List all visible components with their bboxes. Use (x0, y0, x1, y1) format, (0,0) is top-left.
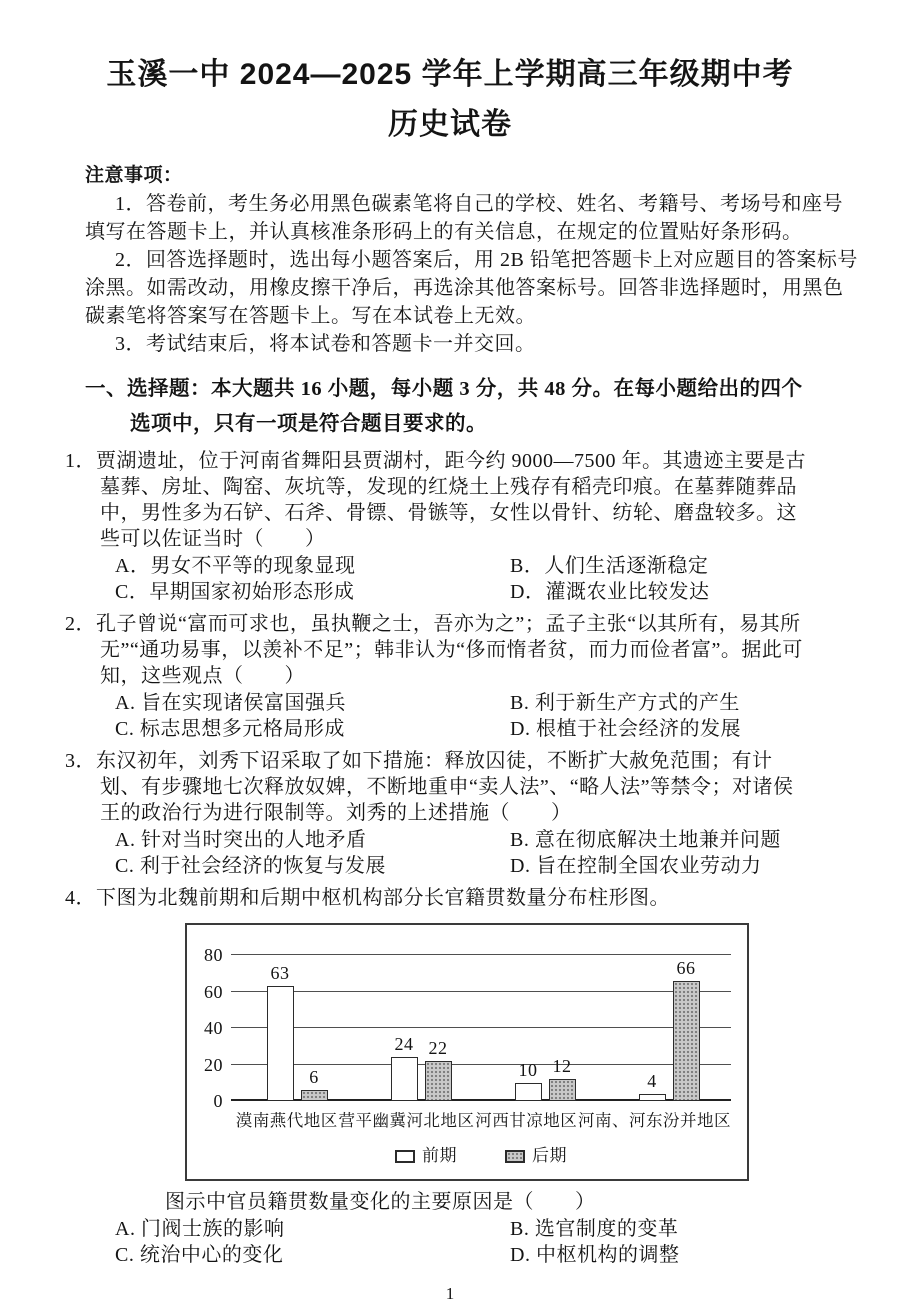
section-heading-line2: 选项中，只有一项是符合题目要求的。 (130, 413, 487, 435)
bar-value-label: 10 (518, 1059, 538, 1080)
legend-swatch-icon (395, 1150, 415, 1163)
option-b: B．人们生活逐渐稳定 (510, 555, 709, 577)
option-c: C. 统治中心的变化 (115, 1244, 284, 1266)
page-number: 1 (445, 1284, 455, 1303)
option-row (115, 853, 808, 879)
bar-value-label: 63 (270, 963, 290, 984)
bar-group (359, 955, 483, 1101)
question-2 (65, 611, 808, 742)
option-c: C．早期国家初始形态形成 (115, 581, 355, 603)
question-options (115, 690, 808, 742)
question-stem: 1．贾湖遗址，位于河南省舞阳县贾湖村，距今约 9000—7500 年。其遗迹主要是古墓葬、房址、陶窑、灰坑等，发现的红烧土上残存有稻壳印痕。在墓葬随葬品中，男性多为石铲、石斧、骨镖、骨镞等，女性以骨针、纺轮、磨盘较多。这些可以佐证当时（ ） (65, 450, 806, 550)
legend-label: 前期 (422, 1146, 457, 1165)
option-row (115, 1242, 860, 1268)
bar-group (483, 955, 607, 1101)
bar-后期 (301, 1067, 328, 1101)
bar-后期 (673, 957, 700, 1101)
notice-item-3: 3．考试结束后，将本试卷和答题卡一并交回。 (115, 333, 536, 355)
bar-value-label: 22 (428, 1037, 448, 1058)
question-options (115, 553, 808, 605)
question-stem: 3．东汉初年，刘秀下诏采取了如下措施：释放囚徒，不断扩大赦免范围；有计划、有步骤地七次释放奴婢，不断地重申“卖人法”、“略人法”等禁令；对诸侯王的政治行为进行限制等。刘秀的上述措施（ ） (65, 750, 794, 824)
bar-前期 (391, 1034, 418, 1101)
legend-label: 后期 (532, 1146, 567, 1165)
option-d: D．灌溉农业比较发达 (510, 581, 710, 603)
option-row (115, 827, 808, 853)
option-row (115, 553, 808, 579)
exam-subtitle: 历史试卷 (388, 108, 512, 141)
bar-groups (235, 955, 731, 1101)
notice-item-2: 2．回答选择题时，选出每小题答案后，用 2B 铅笔把答题卡上对应题目的答案标号涂黑。如需改动，用橡皮擦干净后，再选涂其他答案标号。回答非选择题时，用黑色碳素笔将答案写在答题卡上。写在本试卷上无效。 (85, 249, 858, 327)
question-options (115, 827, 808, 879)
bar-value-label: 66 (676, 957, 696, 978)
bar-value-label: 4 (647, 1070, 657, 1091)
question-4 (65, 885, 860, 1268)
y-tick-label: 60 (204, 981, 223, 1002)
notice-section (85, 162, 858, 358)
bar-chart (185, 923, 749, 1181)
bar-value-label: 24 (394, 1034, 414, 1055)
option-a: A．男女不平等的现象显现 (115, 555, 356, 577)
option-d: D. 根植于社会经济的发展 (510, 718, 741, 740)
exam-title: 玉溪一中 2024—2025 学年上学期高三年级期中考 (106, 58, 794, 91)
option-a: A. 门阀士族的影响 (115, 1218, 285, 1240)
category-label: 漠南燕代地区 (235, 1111, 338, 1130)
option-row (115, 716, 808, 742)
chart-legend (231, 1143, 731, 1169)
option-c: C. 利于社会经济的恢复与发展 (115, 855, 386, 877)
option-b: B. 选官制度的变革 (510, 1218, 679, 1240)
y-tick-label: 40 (204, 1018, 223, 1038)
notice-item-1: 1．答卷前，考生务必用黑色碳素笔将自己的学校、姓名、考籍号、考场号和座号填写在答题卡上，并认真核准条形码上的有关信息，在规定的位置贴好条形码。 (85, 193, 843, 243)
option-d: D. 中枢机构的调整 (510, 1244, 680, 1266)
option-row (115, 579, 808, 605)
category-label: 营平幽冀河北地区 (338, 1111, 475, 1130)
question-1 (65, 448, 808, 605)
y-tick-label: 20 (204, 1054, 223, 1075)
legend-item (505, 1143, 567, 1169)
chart-plot (204, 945, 731, 1111)
question-stem: 2．孔子曾说“富而可求也，虽执鞭之士，吾亦为之”；孟子主张“以其所有，易其所无”“通功易事，以羡补不足”；韩非认为“侈而惰者贫，而力而俭者富”。据此可知，这些观点（ ） (65, 613, 803, 687)
question-options (115, 1216, 860, 1268)
bar-前期 (267, 963, 294, 1101)
notice-label: 注意事项： (85, 165, 183, 186)
bar-value-label: 6 (309, 1067, 319, 1088)
legend-item (395, 1143, 457, 1169)
option-a: A. 旨在实现诸侯富国强兵 (115, 692, 346, 714)
y-tick-label: 0 (213, 1091, 223, 1111)
y-tick-label: 80 (204, 945, 223, 965)
bar-后期 (425, 1037, 452, 1101)
bar-前期 (639, 1070, 666, 1101)
option-b: B. 利于新生产方式的产生 (510, 692, 740, 714)
bar-group (607, 955, 731, 1101)
bar-前期 (515, 1059, 542, 1101)
option-row (115, 1216, 860, 1242)
option-row (115, 690, 808, 716)
bar-value-label: 12 (552, 1056, 572, 1077)
category-label: 河西甘凉地区 (475, 1111, 578, 1130)
option-c: C. 标志思想多元格局形成 (115, 718, 345, 740)
bar-后期 (549, 1056, 576, 1101)
question-tail: 图示中官员籍贯数量变化的主要原因是（ ） (165, 1191, 596, 1213)
option-b: B. 意在彻底解决土地兼并问题 (510, 829, 781, 851)
bar-group (235, 955, 359, 1101)
legend-swatch-icon (505, 1150, 525, 1163)
category-labels (235, 1108, 731, 1134)
section-heading (85, 372, 860, 442)
category-label: 河南、河东汾并地区 (578, 1111, 731, 1130)
section-heading-line1: 一、选择题：本大题共 16 小题，每小题 3 分，共 48 分。在每小题给出的四个 (85, 378, 803, 400)
option-d: D. 旨在控制全国农业劳动力 (510, 855, 762, 877)
question-stem: 4．下图为北魏前期和后期中枢机构部分长官籍贯数量分布柱形图。 (65, 887, 670, 909)
option-a: A. 针对当时突出的人地矛盾 (115, 829, 367, 851)
question-3 (65, 748, 808, 879)
